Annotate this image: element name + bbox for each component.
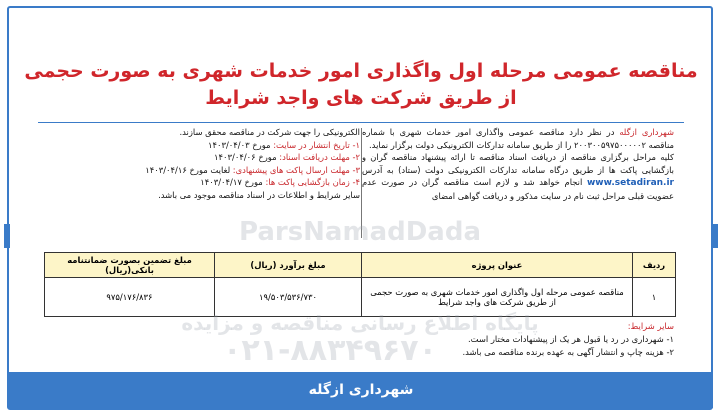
watermark-slogan: پایگاه اطلاع رسانی مناقصه و مزایده [181, 311, 539, 335]
intro-text-3: انجام خواهد شد و لازم است مناقصه گران در صورت عدم عضویت قبلی مراحل ثبت نام در سایت مذکور و دریافت گواهی امضای [362, 177, 674, 201]
other-conditions [46, 320, 674, 359]
schedule-value-2: مورخ ۱۴۰۳/۰۴/۰۶ [214, 152, 280, 163]
ad-title-line1: مناقصه عمومی مرحله اول واگذاری امور خدمات شهری به صورت حجمی [24, 60, 698, 82]
tender-table [44, 252, 676, 317]
intro-text-1: در نظر دارد مناقصه عمومی واگذاری امور خدمات شهری با شماره مناقصه ۲۰۰۳۰۰۵۹۷۵۰۰۰۰۰۲ را از طریق سامانه تدارکات الکترونیکی دولت برگزار نماید. [362, 127, 674, 150]
org-name: شهرداری ازگله [619, 127, 674, 137]
schedule-label-3: ۳- مهلت ارسال پاکت های پیشنهادی: [232, 164, 360, 175]
footer-org-name: شهرداری ازگله [308, 382, 414, 398]
table-row [45, 278, 676, 317]
header-estimate: مبلغ برآورد (ریال) [215, 253, 362, 278]
intro-column [362, 126, 674, 203]
header-project-title: عنوان پروژه [362, 253, 633, 278]
other-condition-1: ۱- شهرداری در رد یا قبول هر یک از پیشنهادات مختار است. [467, 334, 674, 344]
title-divider [38, 122, 684, 123]
header-guarantee: مبلغ تضمین بصورت ضمانتنامه بانکی(ریال) [45, 253, 215, 278]
schedule-line-1 [60, 139, 360, 152]
intro-text-2: کلیه مراحل برگزاری مناقصه از دریافت اسناد مناقصه تا ارائه پیشنهاد مناقصه گران و بازگشایی پاکت ها از طریق درگاه سامانه تدارکات الکترونیکی دولت (ستاد) به آدرس [362, 152, 674, 175]
ad-title-line2: از طریق شرکت های واجد شرایط [205, 87, 517, 109]
other-conditions-heading: سایر شرایط: [627, 321, 674, 331]
frame-left-tab [4, 224, 10, 248]
schedule-line-2 [60, 151, 360, 164]
schedule-label-1: ۱- تاریخ انتشار در سایت: [273, 139, 360, 150]
header-row-number: ردیف [633, 253, 676, 278]
watermark-phone: ۰۲۱-۸۸۳۴۹۶۷۰ [223, 333, 437, 368]
frame-right-tab [712, 224, 718, 248]
schedule-column [60, 126, 360, 202]
watermark-brand: ParsNamadDada [238, 217, 482, 247]
ad-title [14, 58, 708, 112]
column-separator [361, 128, 362, 238]
table-header-row [45, 253, 676, 278]
schedule-value-3: لغایت مورخ ۱۴۰۳/۰۴/۱۶ [145, 164, 233, 175]
schedule-line-0: الکترونیکی را جهت شرکت در مناقصه محقق سازند. [179, 127, 360, 137]
cell-guarantee: ۹۷۵/۱۷۶/۸۳۶ [45, 278, 215, 317]
intro-paragraph-1 [362, 126, 674, 151]
intro-paragraph-2 [362, 151, 674, 202]
schedule-value-1: مورخ ۱۴۰۳/۰۴/۰۳ [207, 139, 274, 150]
schedule-line-5: سایر شرایط و اطلاعات در اسناد مناقصه موجود می باشد. [158, 189, 360, 200]
setad-link[interactable]: www.setadiran.ir [586, 178, 674, 189]
schedule-line-4 [60, 176, 360, 189]
cell-project-title: مناقصه عمومی مرحله اول واگذاری امور خدمات شهری به صورت حجمی از طریق شرکت های واجد شرایط [362, 278, 633, 317]
schedule-line-3 [60, 164, 360, 177]
schedule-label-2: ۲- مهلت دریافت اسناد: [279, 152, 360, 163]
schedule-value-4: مورخ ۱۴۰۳/۰۴/۱۷ [200, 177, 266, 188]
schedule-label-4: ۴- زمان بازگشایی پاکت ها: [265, 177, 360, 188]
other-condition-2: ۲- هزینه چاپ و انتشار آگهی به عهده برنده مناقصه می باشد. [462, 347, 674, 357]
cell-row-number: ۱ [633, 278, 676, 317]
cell-estimate: ۱۹/۵۰۳/۵۳۶/۷۳۰ [215, 278, 362, 317]
footer-banner [9, 372, 713, 408]
